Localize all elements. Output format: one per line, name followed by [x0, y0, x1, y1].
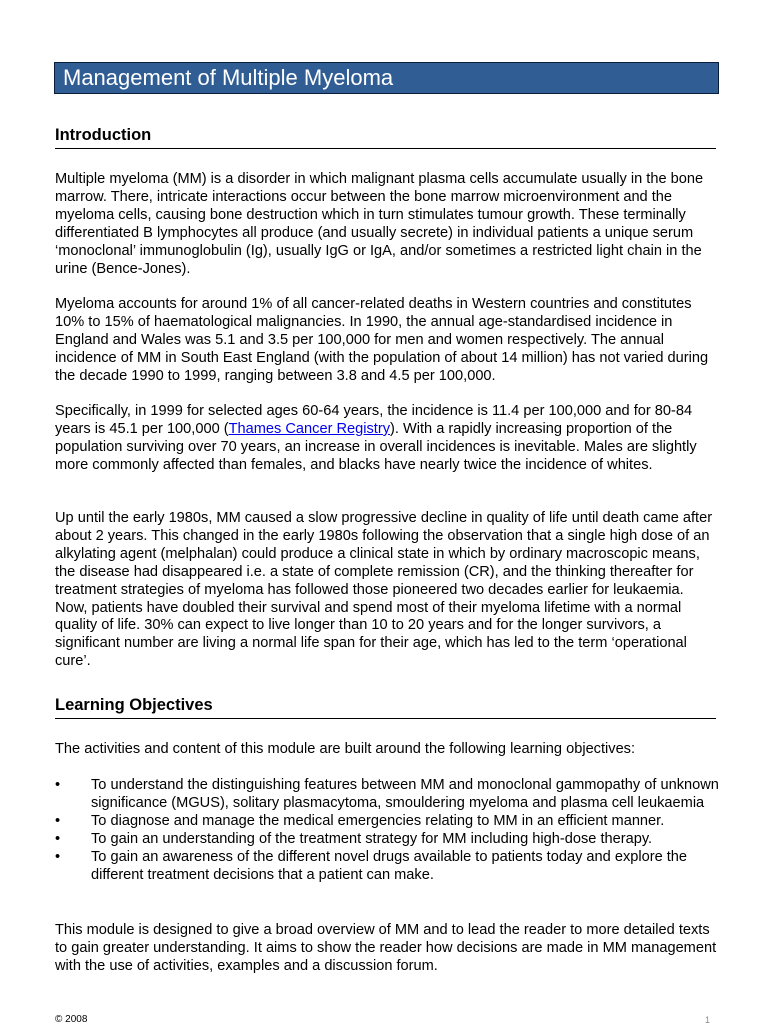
list-item-text: To gain an awareness of the different novel drugs available to patients today and explore the different treatment decisions that a patient can make. [91, 848, 688, 883]
intro-paragraph-3 [55, 403, 720, 475]
intro-paragraph-3-after: ). With a rapidly increasing proportion of the population surviving over 70 years, an increase in overall incidences is inevitable. Males are slightly more commonly affected than females, and blacks have nearly twice the incidence of whites. [55, 420, 697, 473]
objectives-intro: The activities and content of this module are built around the following learning objectives: [55, 741, 636, 757]
section-heading-introduction: Introduction [55, 125, 716, 149]
footer-page-number: 1 [705, 1015, 711, 1025]
intro-paragraph-2: Myeloma accounts for around 1% of all cancer-related deaths in Western countries and constitutes 10% to 15% of haematological malignancies. In 1990, the annual age-standardised incidence in England and Wales was 5.1 and 3.5 per 100,000 for men and women respectively. The annual incidence of MM in South East England (with the population of about 14 million) has not varied during the decade 1990 to 1999, ranging between 3.8 and 4.5 per 100,000. [55, 296, 709, 384]
list-item [55, 777, 720, 813]
bullet-icon: • [55, 830, 61, 847]
intro-paragraph-1: Multiple myeloma (MM) is a disorder in which malignant plasma cells accumulate usually in the bone marrow. There, intricate interactions occur between the bone marrow microenvironment and the myeloma cells, causing bone destruction which in turn stimulates tumour growth. These terminally differentiated B lymphocytes all produce (and usually secrete) in individual patients a unique serum ‘monoclonal’ immunoglobulin (Ig), usually IgG or IgA, and/or sometimes a restricted light chain in the urine (Bence-Jones). [55, 171, 704, 277]
objectives-closing: This module is designed to give a broad overview of MM and to lead the reader to more detailed texts to gain greater understanding. It aims to show the reader how decisions are made in MM management with the use of activities, examples and a discussion forum. [55, 922, 717, 974]
document-title: Management of Multiple Myeloma [54, 62, 719, 94]
section-heading-learning-objectives: Learning Objectives [55, 695, 716, 719]
objectives-list [55, 777, 720, 884]
bullet-icon: • [55, 848, 61, 865]
footer-copyright: © 2008 [55, 1014, 88, 1025]
list-item [55, 849, 720, 885]
list-item-text: To diagnose and manage the medical emergencies relating to MM in an efficient manner. [91, 812, 665, 829]
intro-paragraph-4: Up until the early 1980s, MM caused a slow progressive decline in quality of life until death came after about 2 years. This changed in the early 1980s following the observation that a single high dose of an alkylating agent (melphalan) could produce a clinical state in which by ordinary macroscopic means, the disease had disappeared i.e. a state of complete remission (CR), and the thinking thereafter for treatment strategies of myeloma has followed those pioneered two decades earlier for leukaemia. Now, patients have doubled their survival and spend most of their myeloma lifetime with a normal quality of life. 30% can expect to live longer than 10 to 20 years and for the longer survivors, a significant number are living a normal life span for their age, which has led to the term ‘operational cure’. [55, 510, 713, 670]
list-item [55, 813, 720, 831]
bullet-icon: • [55, 812, 61, 829]
intro-paragraph-3-before: Specifically, in 1999 for selected ages 60-64 years, the incidence is 11.4 per 100,000 and for 80-84 years is 45.1 per 100,000 ( [55, 403, 693, 437]
thames-cancer-registry-link[interactable]: Thames Cancer Registry [228, 420, 391, 437]
list-item [55, 831, 720, 849]
list-item-text: To understand the distinguishing features between MM and monoclonal gammopathy of unknown significance (MGUS), solitary plasmacytoma, smouldering myeloma and plasma cell leukaemia [91, 777, 719, 811]
bullet-icon: • [55, 777, 61, 793]
list-item-text: To gain an understanding of the treatment strategy for MM including high-dose therapy. [91, 830, 653, 847]
